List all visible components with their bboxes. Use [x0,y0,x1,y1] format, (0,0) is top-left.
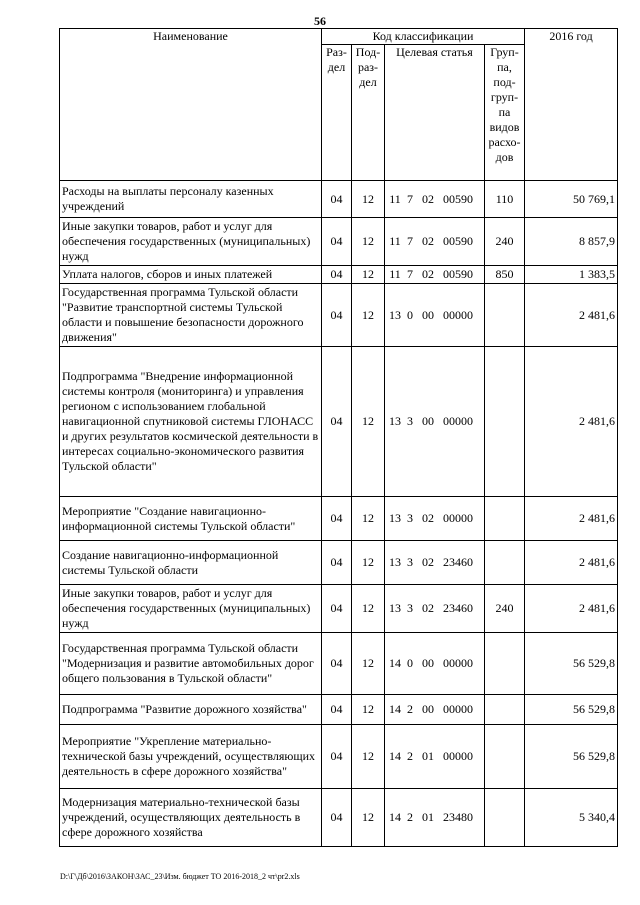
row-name: Модернизация материально-технической базы учреждений, осуществляющих деятельность в сфере дорожного хозяйства [60,789,322,847]
target-subprogram: 2 [407,810,413,824]
target-program: 14 [389,702,401,716]
table-row [60,181,618,218]
target-event: 00 [422,656,434,670]
row-target-code [385,789,485,847]
target-event: 00 [422,414,434,428]
header-podrazdel: Под- раз- дел [352,45,385,181]
row-podrazdel: 12 [352,633,385,695]
row-name: Иные закупки товаров, работ и услуг для обеспечения государственных (муниципальных) нужд [60,585,322,633]
row-razdel: 04 [322,725,352,789]
row-group [485,541,525,585]
target-program: 14 [389,749,401,763]
row-razdel: 04 [322,266,352,284]
row-name: Подпрограмма "Развитие дорожного хозяйства" [60,695,322,725]
row-target-code [385,218,485,266]
target-direction: 23460 [443,555,473,569]
target-subprogram: 7 [407,267,413,281]
table-row [60,695,618,725]
row-podrazdel: 12 [352,218,385,266]
row-target-code [385,497,485,541]
header-year: 2016 год [525,29,618,181]
target-event: 02 [422,267,434,281]
row-target-code [385,347,485,497]
row-name: Создание навигационно-информационной системы Тульской области [60,541,322,585]
row-group: 240 [485,218,525,266]
target-subprogram: 3 [407,414,413,428]
row-podrazdel: 12 [352,497,385,541]
table-row [60,347,618,497]
row-group: 240 [485,585,525,633]
target-event: 02 [422,234,434,248]
row-name: Государственная программа Тульской области "Модернизация и развитие автомобильных дорог общего пользования в Тульской области" [60,633,322,695]
target-program: 13 [389,511,401,525]
target-subprogram: 2 [407,749,413,763]
row-amount: 2 481,6 [525,284,618,347]
target-direction: 00590 [443,234,473,248]
header-code-group: Код классификации [322,29,525,45]
table-row [60,284,618,347]
target-event: 02 [422,555,434,569]
header-target: Целевая статья [385,45,485,181]
row-razdel: 04 [322,497,352,541]
target-direction: 00000 [443,656,473,670]
row-amount: 1 383,5 [525,266,618,284]
row-group: 110 [485,181,525,218]
row-podrazdel: 12 [352,284,385,347]
budget-table [59,28,618,847]
target-direction: 00000 [443,511,473,525]
target-program: 11 [389,234,401,248]
row-podrazdel: 12 [352,695,385,725]
target-event: 02 [422,601,434,615]
target-program: 11 [389,191,401,206]
target-program: 13 [389,307,401,322]
table-row [60,218,618,266]
target-subprogram: 0 [407,307,413,322]
row-group [485,633,525,695]
header-group: Груп- па, под- груп- па видов расхо- дов [485,45,525,181]
target-direction: 23460 [443,601,473,615]
page-number: 56 [314,14,326,28]
target-event: 00 [422,307,434,322]
row-razdel: 04 [322,181,352,218]
row-name: Расходы на выплаты персоналу казенных учреждений [60,181,322,218]
row-target-code [385,266,485,284]
row-group [485,695,525,725]
target-subprogram: 3 [407,511,413,525]
target-event: 01 [422,749,434,763]
target-subprogram: 2 [407,702,413,716]
row-group [485,284,525,347]
row-amount: 50 769,1 [525,181,618,218]
target-program: 13 [389,414,401,428]
target-event: 00 [422,702,434,716]
row-podrazdel: 12 [352,789,385,847]
row-razdel: 04 [322,585,352,633]
row-razdel: 04 [322,218,352,266]
row-group [485,497,525,541]
table-row [60,789,618,847]
target-subprogram: 7 [407,234,413,248]
target-program: 11 [389,267,401,281]
table-row [60,633,618,695]
row-podrazdel: 12 [352,347,385,497]
row-name: Иные закупки товаров, работ и услуг для обеспечения государственных (муниципальных) нужд [60,218,322,266]
row-group [485,789,525,847]
row-group [485,725,525,789]
row-name: Мероприятие "Создание навигационно-информационной системы Тульской области" [60,497,322,541]
row-amount: 2 481,6 [525,541,618,585]
target-event: 01 [422,810,434,824]
row-name: Уплата налогов, сборов и иных платежей [60,266,322,284]
row-amount: 2 481,6 [525,497,618,541]
row-razdel: 04 [322,541,352,585]
target-direction: 00000 [443,414,473,428]
row-razdel: 04 [322,789,352,847]
target-subprogram: 3 [407,601,413,615]
table-row [60,541,618,585]
row-razdel: 04 [322,633,352,695]
row-podrazdel: 12 [352,266,385,284]
target-event: 02 [422,191,434,206]
target-subprogram: 3 [407,555,413,569]
row-podrazdel: 12 [352,181,385,218]
target-direction: 00000 [443,749,473,763]
row-podrazdel: 12 [352,585,385,633]
row-amount: 56 529,8 [525,633,618,695]
row-amount: 56 529,8 [525,725,618,789]
row-podrazdel: 12 [352,541,385,585]
row-target-code [385,181,485,218]
row-name: Подпрограмма "Внедрение информационной системы контроля (мониторинга) и управления регионом с использованием глобальной навигационной спутниковой системы ГЛОНАСС и других результатов космической деятельности в интересах социально-экономического развития Тульской области" [60,347,322,497]
table-row [60,585,618,633]
row-target-code [385,284,485,347]
target-direction: 00000 [443,307,473,322]
row-amount: 56 529,8 [525,695,618,725]
target-direction: 00590 [443,267,473,281]
row-amount: 5 340,4 [525,789,618,847]
target-event: 02 [422,511,434,525]
target-subprogram: 7 [407,191,413,206]
row-target-code [385,695,485,725]
header-razdel: Раз- дел [322,45,352,181]
row-razdel: 04 [322,347,352,497]
target-direction: 00000 [443,702,473,716]
target-direction: 00590 [443,191,473,206]
row-target-code [385,725,485,789]
row-group [485,347,525,497]
row-razdel: 04 [322,695,352,725]
row-razdel: 04 [322,284,352,347]
row-amount: 8 857,9 [525,218,618,266]
target-program: 13 [389,555,401,569]
row-target-code [385,541,485,585]
target-program: 14 [389,810,401,824]
target-program: 13 [389,601,401,615]
row-name: Мероприятие "Укрепление материально-технической базы учреждений, осуществляющих деятельность в сфере дорожного хозяйства" [60,725,322,789]
row-group: 850 [485,266,525,284]
file-path-footer: D:\Г\Дб\2016\ЗАКОН\ЗАС_23\Изм. бюджет ТО 2016-2018_2 чт\pr2.xls [60,872,300,881]
target-subprogram: 0 [407,656,413,670]
table-row [60,725,618,789]
table-row [60,266,618,284]
row-name: Государственная программа Тульской области "Развитие транспортной системы Тульской области и повышение безопасности дорожного движения" [60,284,322,347]
row-target-code [385,633,485,695]
target-direction: 23480 [443,810,473,824]
row-amount: 2 481,6 [525,585,618,633]
header-name: Наименование [60,29,322,181]
row-amount: 2 481,6 [525,347,618,497]
target-program: 14 [389,656,401,670]
table-row [60,497,618,541]
row-podrazdel: 12 [352,725,385,789]
row-target-code [385,585,485,633]
